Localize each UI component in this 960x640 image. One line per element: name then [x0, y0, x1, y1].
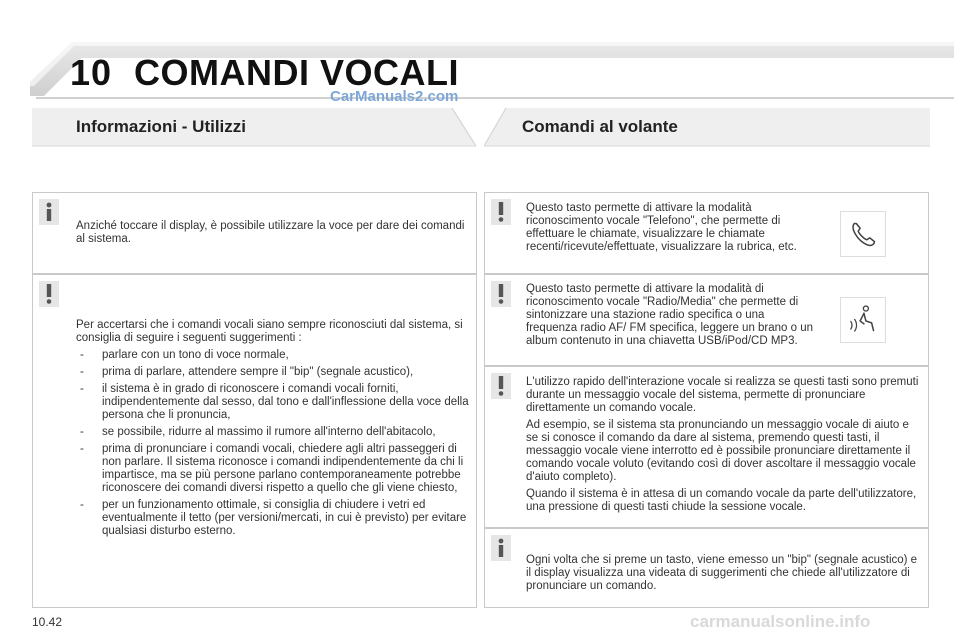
voice-button-box [484, 274, 929, 366]
list-item: - il sistema è in grado di riconoscere i comandi vocali forniti, indipendentemente dal sesso, dal tono e dall'inflessione della voce della persona che li pronuncia, [76, 383, 472, 422]
warning-icon [491, 373, 511, 399]
phone-button-box [484, 192, 929, 274]
warning-icon [491, 281, 511, 307]
watermark-top: CarManuals2.com [330, 88, 459, 105]
voice-command-icon [840, 297, 886, 343]
usage-box-content [526, 376, 922, 518]
phone-icon [840, 211, 886, 257]
usage-paragraph: Quando il sistema è in attesa di un comando vocale da parte dell'utilizzatore, una pressione di questi tasti chiude la sessione vocale. [526, 488, 917, 513]
left-section-title: Informazioni - Utilizzi [76, 117, 246, 136]
phone-button-text: Questo tasto permette di attivare la modalità riconoscimento vocale "Telefono", che permette di effettuare le chiamate, visualizzare le chiamate recenti/ricevute/effettuate, visualizzare la rubrica, etc. [526, 202, 797, 253]
info-box [32, 192, 477, 274]
info-icon [39, 199, 59, 225]
info-icon [491, 535, 511, 561]
bip-text: Ogni volta che si preme un tasto, viene emesso un "bip" (segnale acustico) e il display visualizza una videata di suggerimenti che chiede all'utilizzatore di pronunciare un comando. [526, 554, 918, 592]
warning-icon [491, 199, 511, 225]
chapter-title: COMANDI VOCALI [134, 52, 459, 93]
warning-intro: Per accertarsi che i comandi vocali siano sempre riconosciuti dal sistema, si consiglia di seguire i seguenti suggerimenti : [76, 319, 463, 344]
info-box-text: Anziché toccare il display, è possibile utilizzare la voce per dare dei comandi al sistema. [76, 220, 465, 245]
warning-icon [39, 281, 59, 307]
list-item: - se possibile, ridurre al massimo il rumore all'interno dell'abitacolo, [76, 426, 472, 439]
list-item: - per un funzionamento ottimale, si consiglia di chiudere i vetri ed eventualmente il tetto (per versioni/mercati, in cui è previsto) per evitare qualsiasi disturbo esterno. [76, 499, 472, 538]
watermark-bottom: carmanualsonline.info [690, 612, 871, 631]
warning-box [32, 274, 477, 608]
list-item: - parlare con un tono di voce normale, [76, 349, 472, 362]
list-item: - prima di pronunciare i comandi vocali, chiedere agli altri passeggeri di non parlare. Il sistema riconosce i comandi indipendentemente da chi li impartisce, ma se più persone parlano contemporaneamente potrebbe riconoscere dei comandi diversi rispetto a quello che gli viene chiesto, [76, 443, 472, 495]
chapter-number: 10 [70, 52, 113, 93]
right-section-title: Comandi al volante [522, 117, 678, 136]
info-box [484, 528, 929, 608]
usage-paragraph: L'utilizzo rapido dell'interazione vocale si realizza se questi tasti sono premuti durante un messaggio vocale del sistema, permette di pronunciare direttamente un comando vocale. [526, 376, 919, 414]
page-number: 10.42 [32, 615, 63, 629]
usage-paragraph: Ad esempio, se il sistema sta pronunciando un messaggio vocale di aiuto e se si conosce il comando da dare al sistema, premendo questi tasti, il messaggio vocale viene interrotto ed è possibile pronunciare direttamente il comando vocale voluto (evitando così di dover ascoltare il messaggio vocale d'aiuto completo). [526, 419, 916, 483]
voice-button-text: Questo tasto permette di attivare la modalità di riconoscimento vocale "Radio/Media" che permette di sintonizzare una stazione radio specifica o una frequenza radio AF/ FM specifica, leggere un brano o un album contenuto in una chiavetta USB/iPod/CD MP3. [526, 283, 814, 347]
warning-box-content [76, 319, 472, 542]
list-item: - prima di parlare, attendere sempre il "bip" (segnale acustico), [76, 366, 472, 379]
tips-list [76, 349, 472, 538]
usage-box [484, 366, 929, 528]
